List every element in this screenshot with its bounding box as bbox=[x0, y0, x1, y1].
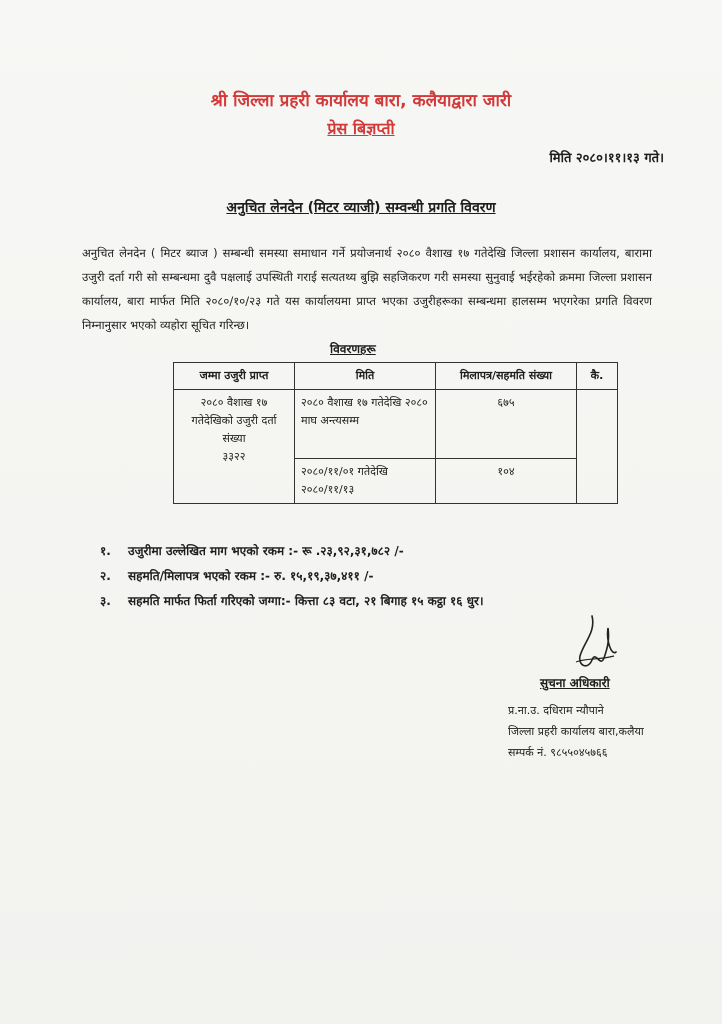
remarks-cell bbox=[577, 390, 618, 504]
item-number: २. bbox=[100, 569, 111, 583]
officer-name: प्र.ना.उ. दधिराम न्यौपाने bbox=[508, 704, 604, 717]
report-heading: अनुचित लेनदेन (मिटर व्याजी) सम्वन्धी प्रगति विवरण bbox=[226, 200, 496, 216]
complaints-cell bbox=[174, 390, 295, 504]
officer-role: सुचना अधिकारी bbox=[540, 676, 610, 690]
header-total-complaints: जम्मा उजुरी प्राप्त bbox=[174, 363, 295, 390]
complaints-total: ३३२२ bbox=[222, 450, 246, 463]
row-count: ६७५ bbox=[436, 390, 577, 459]
table-header-row bbox=[174, 363, 618, 390]
item-number: ३. bbox=[100, 594, 111, 608]
row-count: १०४ bbox=[436, 459, 577, 504]
progress-table bbox=[173, 362, 618, 504]
item-text: सहमति मार्फत फिर्ता गरिएको जग्गा:- कित्ता ८३ वटा, २१ बिगाह १५ कट्ठा १६ धुर। bbox=[128, 594, 484, 608]
notice-date: मिति २०८०।११।१३ गते। bbox=[549, 151, 664, 166]
notice-title: प्रेस बिज्ञप्ती bbox=[327, 119, 395, 138]
intro-paragraph: अनुचित लेनदेन ( मिटर ब्याज ) सम्बन्धी समस्या समाधान गर्ने प्रयोजनार्थ २०८० वैशाख १७ गतेदेखि जिल्ला प्रशासन कार्यालय, बारामा उजुरी दर्ता गरी सो सम्बन्धमा दुवै पक्षलाई उपस्थिती गराई सत्यतथ्य बुझि सहजिकरण गरी समस्या सुनुवाई भईरहेको क्रममा जिल्ला प्रशासन कार्यालय, बारा मार्फत मिति २०८०/१०/२३ गते यस कार्यालयमा प्राप्त भएका उजुरीहरूका सम्बन्धमा हालसम्म भएगरेका प्रगति विवरण निम्नानुसार भएको व्यहोरा सूचित गरिन्छ। bbox=[82, 246, 652, 332]
row-date: २०८०/११/०१ गतेदेखि २०८०/११/१३ bbox=[295, 459, 436, 504]
list-item bbox=[100, 565, 484, 590]
complaints-label: २०८० वैशाख १७ गतेदेखिको उजुरी दर्ता संख्या bbox=[191, 396, 277, 445]
officer-details bbox=[508, 700, 644, 763]
table-row bbox=[174, 390, 618, 459]
item-number: १. bbox=[100, 544, 111, 558]
summary-list bbox=[100, 540, 484, 615]
list-item bbox=[100, 590, 484, 615]
item-text: उजुरीमा उल्लेखित माग भएको रकम :- रू .२३,९२,३१,७८२ /- bbox=[128, 544, 404, 558]
officer-contact: सम्पर्क नं. ९८५५०४५७६६ bbox=[508, 746, 608, 759]
officer-office: जिल्ला प्रहरी कार्यालय बारा,कलैया bbox=[508, 725, 644, 738]
header-remarks: कै. bbox=[577, 363, 618, 390]
office-title: श्री जिल्ला प्रहरी कार्यालय बारा, कलैयाद्वारा जारी bbox=[210, 91, 512, 111]
header-date: मिति bbox=[295, 363, 436, 390]
list-item bbox=[100, 540, 484, 565]
table-title: विवरणहरू bbox=[330, 342, 376, 356]
header-settlement-count: मिलापत्र/सहमति संख्या bbox=[436, 363, 577, 390]
row-date: २०८० वैशाख १७ गतेदेखि २०८० माघ अन्त्यसम्म bbox=[295, 390, 436, 459]
item-text: सहमति/मिलापत्र भएको रकम :- रु. १५,१९,३७,४११ /- bbox=[128, 569, 374, 583]
